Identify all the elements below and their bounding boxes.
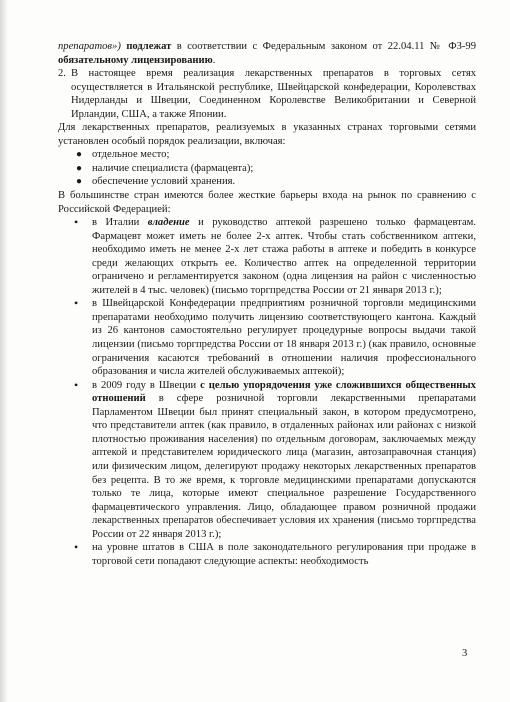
item-number: 2. <box>58 68 66 80</box>
paragraph-order: Для лекарственных препаратов, реализуемых в указанных странах торговыми сетями установлен особый порядок реализации, включая: <box>58 122 476 147</box>
list-item: ● обеспечение условий хранения. <box>76 176 236 188</box>
bullet-icon: ● <box>76 176 83 188</box>
bullet-italy: • в Италии владение и руководство аптекой разрешено только фармацевтам. Фармацевт может иметь не более 2-х аптек. Чтобы стать собственником аптеки, необходимо иметь не менее 2-х лет стажа работы в аптеке и победить в конкурсе среди желающих открыть ее. Количество аптек на определенной территории ограничено и регламентируется законом (одна лицензия на район с численностью жителей в 4 тыс. человек) (письмо торгпредства России от 21 января 2013 г.); <box>74 215 476 296</box>
bullet-icon: • <box>74 296 79 311</box>
scan-edge-shadow <box>0 0 8 702</box>
list-item: ● наличие специалиста (фармацевта); <box>76 162 254 174</box>
bullet-icon: ● <box>76 162 83 174</box>
numbered-item-2 <box>58 67 476 121</box>
document-body <box>58 40 476 568</box>
item-text: В настоящее время реализация лекарственных препаратов в торговых сетях осуществляется в Итальянской республике, Швейцарской конфедерации, Королевствах Нидерланды и Швеции, Соединенном Королевстве Великобритании и Северной Ирландии, США, а также Японии. <box>71 68 476 120</box>
bullet-icon: • <box>74 377 79 392</box>
bullet-icon: • <box>74 215 79 230</box>
country-bullet-list <box>58 216 476 568</box>
page-number: 3 <box>462 648 468 659</box>
bold-licensing: обязательному лицензированию <box>58 54 213 66</box>
bold-italic-ownership: владение <box>147 217 190 229</box>
bullet-icon: ● <box>76 149 83 161</box>
bullet-switzerland: • в Швейцарской Конфедерации предприятиям розничной торговли медицинскими препаратами необходимо получить лицензию соответствующего кантона. Каждый из 26 кантонов самостоятельно регулирует процедурные вопросы выдачи такой лицензии (письмо торгпредства России от 18 января 2013 г.) (как правило, основные ограничения касаются требований в отношении наличия профессионального образования и числа жителей обслуживаемых аптекой); <box>74 296 476 378</box>
bold-phrase: с целью упорядочения уже сложившихся общественных отношений <box>92 379 476 405</box>
list-item: ● отдельное место; <box>76 149 170 161</box>
bullet-icon: • <box>74 540 79 555</box>
law-reference: в соответствии с Федеральным законом от 22.04.11 № ФЗ-99 <box>176 41 477 52</box>
bullet-sweden: • в 2009 году в Швеции с целью упорядочения уже сложившихся общественных отношений в сфере розничной торговли лекарственными препаратами Парламентом Швеции был принят специальный закон, в котором предусмотрено, что представители аптек (как правило, в отдаленных районах или районах с низкой плотностью проживания населения) по отдельным договорам, заключаемых между аптекой и представителем юридического лица (магазин, автозаправочная станция) или физическим лицом, делегируют продажу некоторых лекарственных препаратов без рецепта. В то же время, к торговле медицинскими препаратами допускаются только те лица, которые имеют специальное разрешение Государственного фармацевтического управления. Лицо, обладающее правом розничной продажи лекарственных препаратов обеспечивает условия их хранения (письмо торгпредства России от 22 января 2013 г.); <box>74 377 476 540</box>
paragraph-licensing: препаратов») подлежат в соответствии с Федеральным законом от 22.04.11 № ФЗ-99 обязательному лицензированию. <box>58 41 477 66</box>
italic-fragment: препаратов») <box>58 41 121 52</box>
bullet-usa: • на уровне штатов в США в поле законодательного регулирования при продаже в торговой сети попадают следующие аспекты: необходимость <box>74 540 476 567</box>
bold-verb: подлежат <box>126 41 172 52</box>
paragraph-barriers: В большинстве стран имеются более жесткие барьеры входа на рынок по сравнению с Российской Федерацией: <box>58 190 476 215</box>
small-bullet-list <box>58 148 476 189</box>
